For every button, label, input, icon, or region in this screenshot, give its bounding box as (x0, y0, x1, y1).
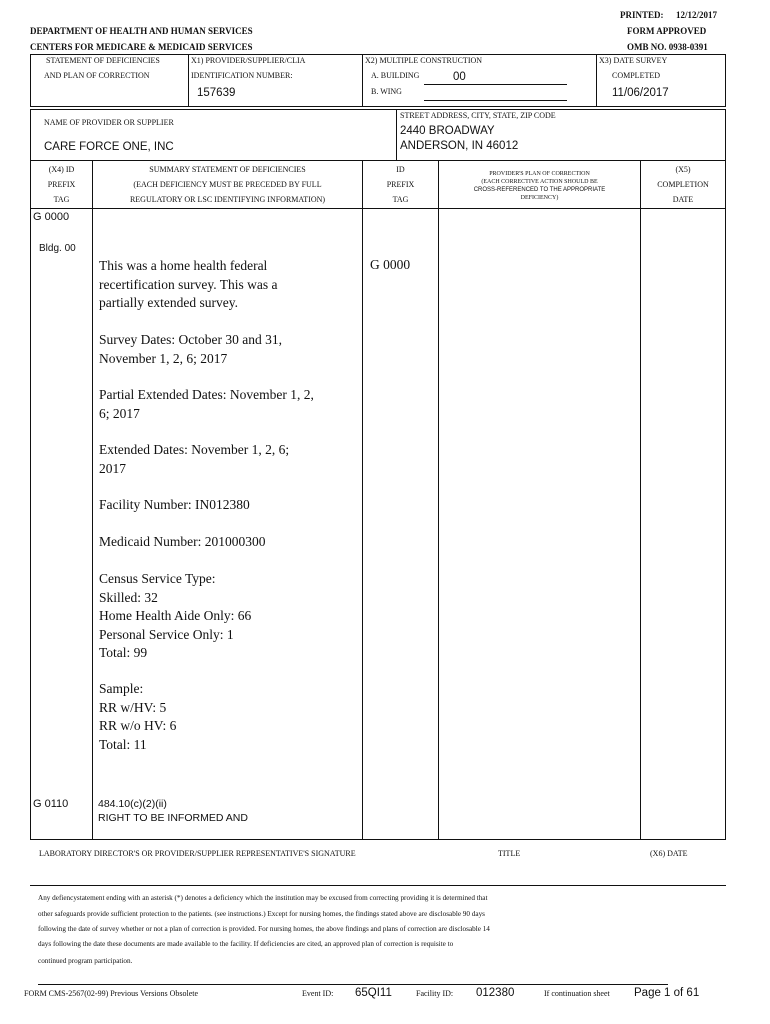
regulation-code: 484.10(c)(2)(ii) (98, 798, 167, 810)
extended-dates: Extended Dates: November 1, 2, 6; 2017 (99, 442, 290, 476)
summary-header: SUMMARY STATEMENT OF DEFICIENCIES (149, 165, 306, 174)
plan-subheader-3: DEFICIENCY) (520, 195, 559, 201)
x6-date-label: (X6) DATE (650, 849, 688, 858)
facility-number: Facility Number: IN012380 (99, 497, 250, 512)
street-address-label: STREET ADDRESS, CITY, STATE, ZIP CODE (400, 111, 556, 120)
plan-of-correction-label: AND PLAN OF CORRECTION (44, 71, 150, 80)
date-header: DATE (672, 195, 694, 204)
form-number: FORM CMS-2567(02-99) Previous Versions Obsolete (24, 989, 199, 998)
plan-subheader-1: (EACH CORRECTIVE ACTION SHOULD BE (481, 179, 598, 185)
plan-prefix-g0000: G 0000 (370, 257, 411, 272)
building-tag: Bldg. 00 (39, 243, 76, 254)
disclaimer-line-4: days following the date these documents are made available to the facility. If deficiencies are cited, an approved plan of correction is requisite to (38, 940, 454, 948)
form-approved: FORM APPROVED (627, 26, 707, 36)
completed-label: COMPLETED (612, 71, 660, 80)
disclaimer-line-2: other safeguards provide sufficient protection to the patients. (see instructions.) Except for nursing homes, the findings stated above are disclosable 90 days (38, 910, 485, 918)
department-title: DEPARTMENT OF HEALTH AND HUMAN SERVICES (30, 26, 253, 36)
continuation-label: If continuation sheet (544, 989, 610, 998)
page-number: Page 1 of 61 (634, 987, 700, 999)
plan-header: PROVIDER'S PLAN OF CORRECTION (489, 171, 590, 177)
centers-title: CENTERS FOR MEDICARE & MEDICAID SERVICES (30, 42, 253, 52)
regulation-title: RIGHT TO BE INFORMED AND (98, 812, 248, 824)
tag-g0000: G 0000 (33, 211, 70, 223)
provider-name-label: NAME OF PROVIDER OR SUPPLIER (44, 118, 174, 127)
printed-date: 12/12/2017 (676, 10, 718, 20)
id-header: ID (396, 165, 405, 174)
census-service-type: Census Service Type: Skilled: 32 Home Health Aide Only: 66 Personal Service Only: 1 Total: 99 (99, 571, 252, 660)
facility-id-label: Facility ID: (416, 989, 454, 998)
x5-header: (X5) (675, 165, 691, 174)
wing-label: B. WING (371, 87, 402, 96)
survey-dates: Survey Dates: October 30 and 31, November 1, 2, 6; 2017 (99, 332, 282, 366)
survey-intro: This was a home health federal recertification survey. This was a partially extended survey. (99, 258, 278, 310)
summary-subheader-2: REGULATORY OR LSC IDENTIFYING INFORMATION) (129, 195, 326, 204)
partial-extended-dates: Partial Extended Dates: November 1, 2, 6; 2017 (99, 387, 314, 421)
sample-block: Sample: RR w/HV: 5 RR w/o HV: 6 Total: 11 (99, 681, 177, 752)
omb-number: OMB NO. 0938-0391 (627, 42, 708, 52)
provider-clia-label: X1) PROVIDER/SUPPLIER/CLIA (191, 56, 306, 65)
event-id-label: Event ID: (302, 989, 334, 998)
address-line-2: ANDERSON, IN 46012 (400, 140, 519, 152)
tag-g0110: G 0110 (33, 798, 69, 810)
title-label: TITLE (498, 849, 521, 858)
disclaimer-line-3: following the date of survey whether or not a plan of correction is provided. For nursing homes, the above findings and plans of correction are disclosable 14 (38, 925, 490, 933)
statement-of-deficiencies-label: STATEMENT OF DEFICIENCIES (46, 56, 160, 65)
event-id-value: 65QI11 (355, 987, 392, 999)
medicaid-number: Medicaid Number: 201000300 (99, 534, 266, 549)
date-survey-value: 11/06/2017 (612, 87, 669, 99)
x4-prefix-header: PREFIX (47, 180, 76, 189)
x4-tag-header: TAG (53, 195, 70, 204)
prefix-header: PREFIX (386, 180, 415, 189)
disclaimer-line-1: Any defiencystatement ending with an asterisk (*) denotes a deficiency which the institution may be excused from correcting providing it is determined that (38, 894, 488, 902)
date-survey-label: X3) DATE SURVEY (599, 56, 668, 65)
building-label: A. BUILDING (371, 71, 420, 80)
tag-header: TAG (392, 195, 409, 204)
identification-number-label: IDENTIFICATION NUMBER: (191, 71, 293, 80)
building-value: 00 (453, 71, 466, 83)
disclaimer-line-5: continued program participation. (38, 957, 133, 965)
printed-label: PRINTED: (620, 10, 664, 20)
signature-label: LABORATORY DIRECTOR'S OR PROVIDER/SUPPLIER REPRESENTATIVE'S SIGNATURE (39, 849, 356, 858)
plan-subheader-2: CROSS-REFERENCED TO THE APPROPRIATE (473, 187, 606, 193)
address-line-1: 2440 BROADWAY (400, 125, 495, 137)
facility-id-value: 012380 (476, 987, 515, 999)
x4-id-header: (X4) ID (48, 165, 75, 174)
provider-id-value: 157639 (197, 87, 236, 99)
completion-header: COMPLETION (657, 180, 709, 189)
multiple-construction-label: X2) MULTIPLE CONSTRUCTION (365, 56, 483, 65)
provider-name-value: CARE FORCE ONE, INC (44, 141, 174, 153)
summary-subheader-1: (EACH DEFICIENCY MUST BE PRECEDED BY FULL (133, 180, 322, 189)
